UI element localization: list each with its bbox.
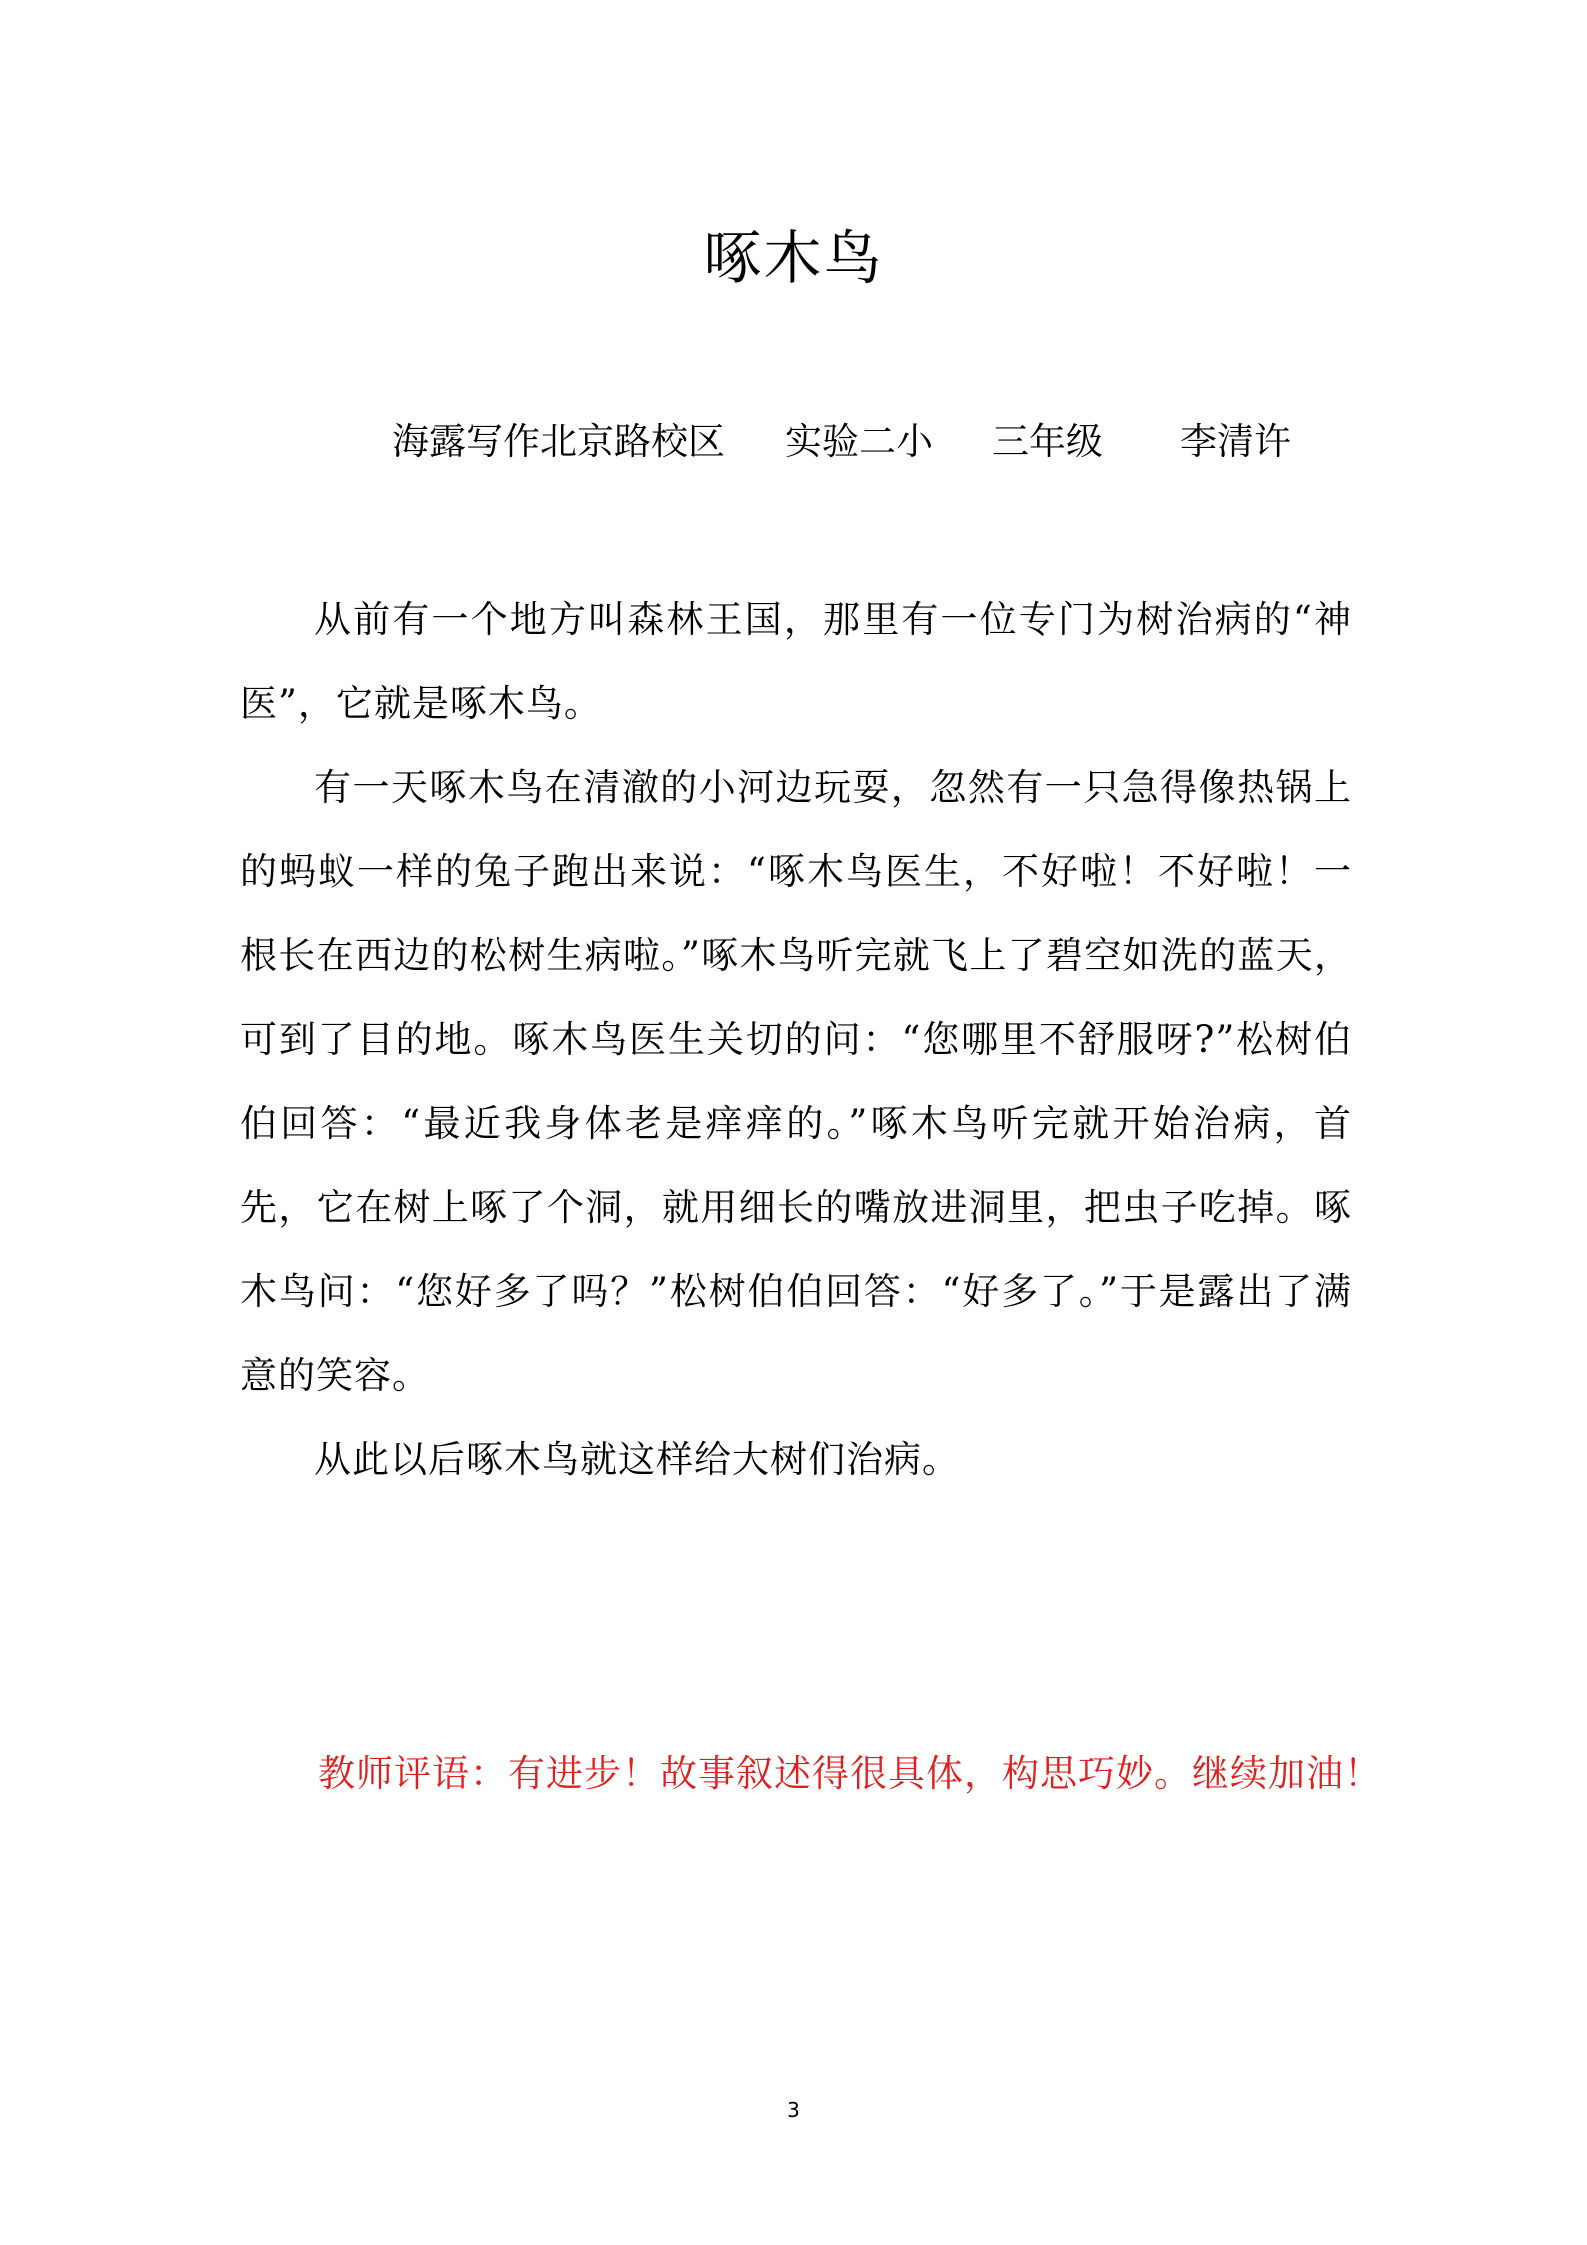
paragraph: 有一天啄木鸟在清澈的小河边玩耍，忽然有一只急得像热锅上的蚂蚁一样的兔子跑出来说：“啄木鸟医生，不好啦！不好啦！一根长在西边的松树生病啦。”啄木鸟听完就飞上了碧空如洗的蓝天，可到了目的地。啄木鸟医生关切的问：“您哪里不舒服呀?”松树伯伯回答：“最近我身体老是痒痒的。”啄木鸟听完就开始治病，首先，它在树上啄了个洞，就用细长的嘴放进洞里，把虫子吃掉。啄木鸟问：“您好多了吗？”松树伯伯回答：“好多了。”于是露出了满意的笑容。 <box>240 766 1352 1397</box>
byline-grade: 三年级 <box>992 420 1103 463</box>
story-body <box>240 578 1352 1502</box>
teacher-comment: 教师评语：有进步！故事叙述得很具体，构思巧妙。继续加油！ <box>318 1752 1382 1795</box>
byline-class-school: 实验二小 <box>785 420 933 463</box>
page-title: 啄木鸟 <box>703 224 884 292</box>
byline-author: 李清许 <box>1180 420 1291 463</box>
paragraph: 从前有一个地方叫森林王国，那里有一位专门为树治病的“神医”，它就是啄木鸟。 <box>240 598 1352 725</box>
byline-school: 海露写作北京路校区 <box>392 420 725 463</box>
page-number: 3 <box>787 2098 800 2122</box>
paragraph: 从此以后啄木鸟就这样给大树们治病。 <box>314 1438 960 1481</box>
